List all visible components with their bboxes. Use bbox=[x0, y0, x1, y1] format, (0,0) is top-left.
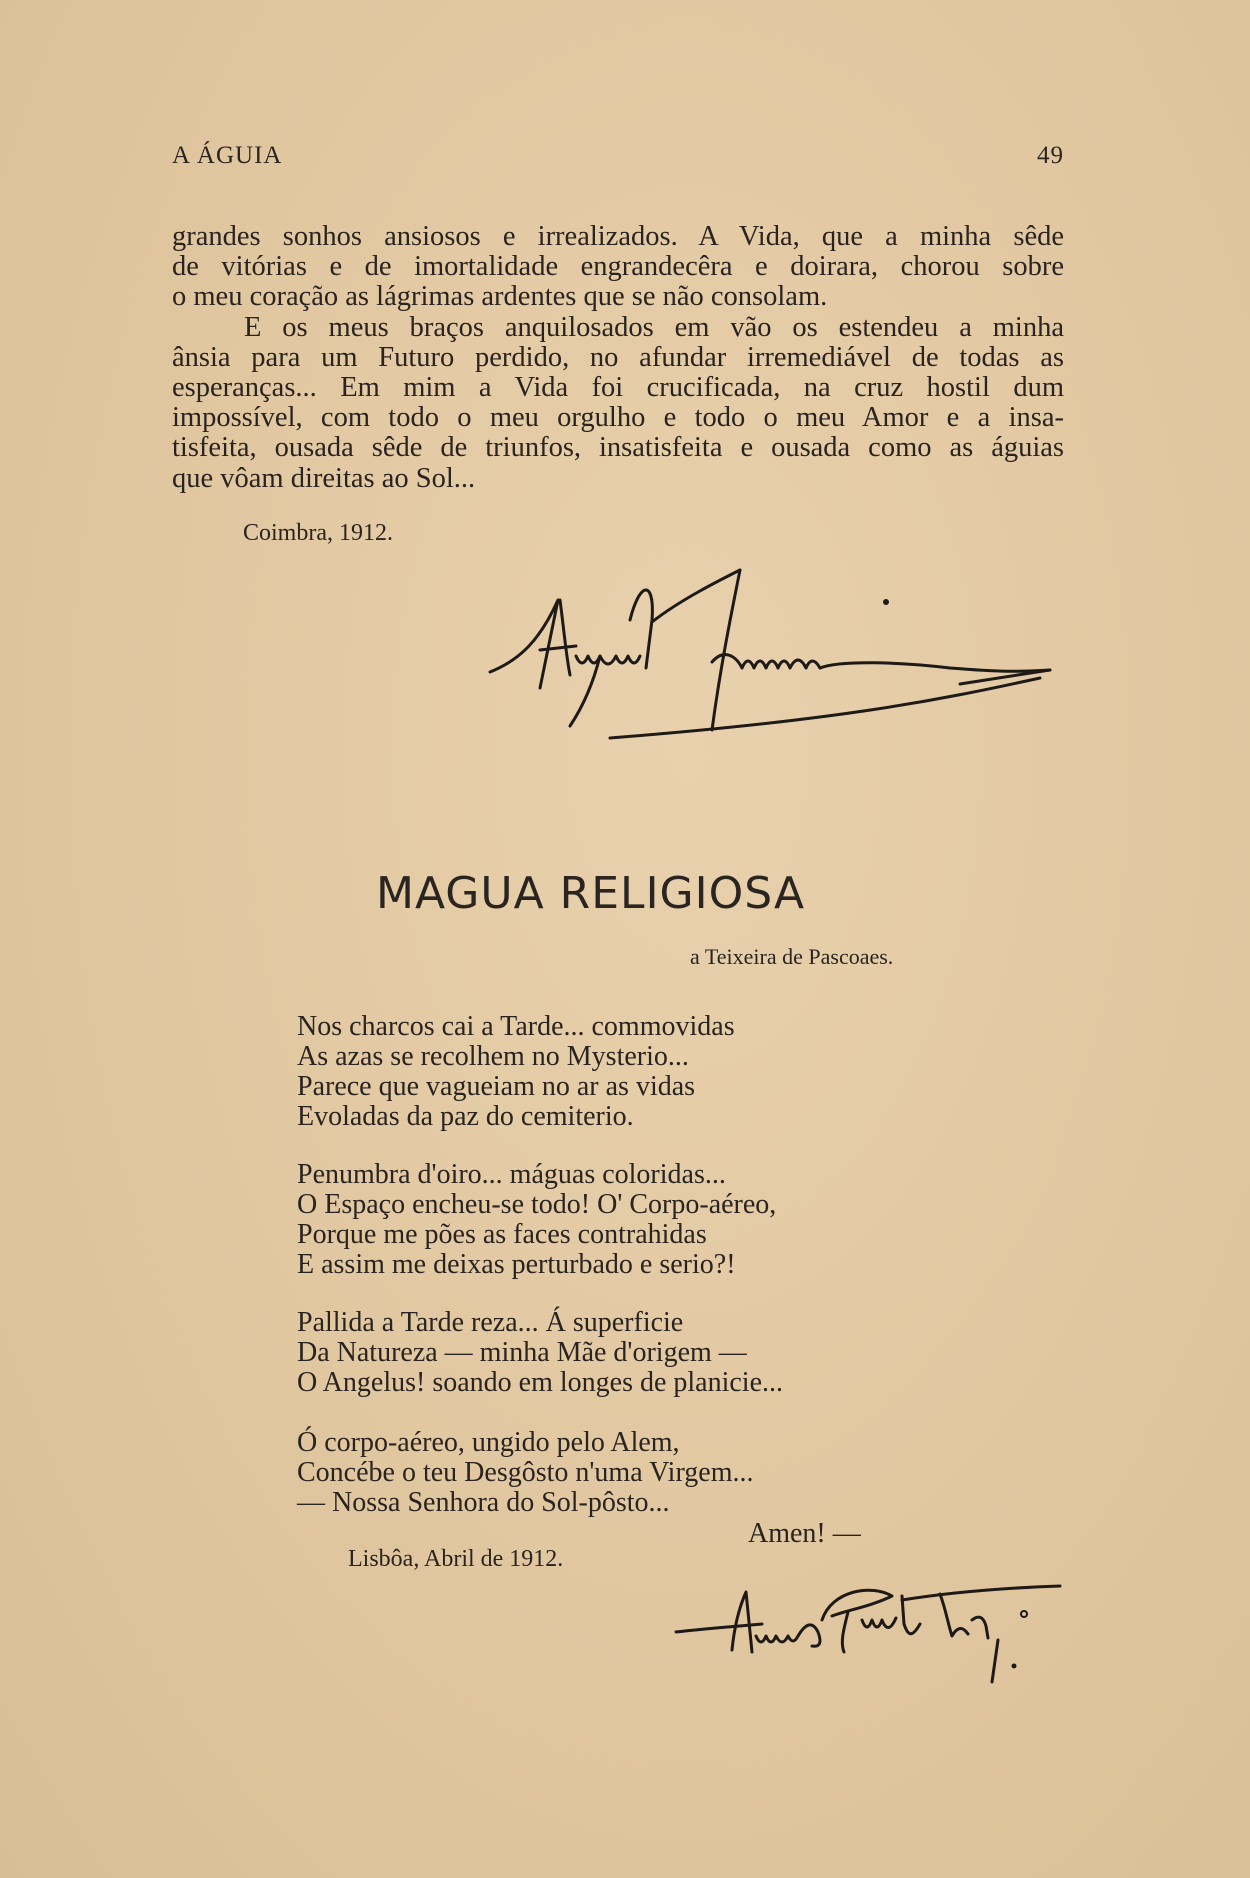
verse-line: O Espaço encheu-se todo! O' Corpo-aéreo, bbox=[297, 1189, 777, 1220]
prose-line: impossível, com todo o meu orgulho e todo o meu Amor e a insa- bbox=[172, 402, 1064, 434]
prose-line: grandes sonhos ansiosos e irrealizados. A Vida, que a minha sêde bbox=[172, 221, 1064, 252]
verse-line: Evoladas da paz do cemiterio. bbox=[297, 1101, 634, 1132]
verse-line: Da Natureza — minha Mãe d'origem — bbox=[297, 1337, 747, 1368]
page-number: 49 bbox=[1037, 142, 1064, 169]
prose-line: que vôam direitas ao Sol... bbox=[172, 462, 476, 494]
prose-line: esperanças... Em mim a Vida foi crucificada, na cruz hostil dum bbox=[172, 372, 1064, 404]
verse-line: O Angelus! soando em longes de planicie... bbox=[297, 1367, 784, 1398]
verse-line: Parece que vagueiam no ar as vidas bbox=[297, 1071, 696, 1102]
stanza-4 bbox=[297, 1428, 753, 1518]
signature-augusto-casimiro bbox=[480, 560, 1060, 750]
poem-closing-amen: Amen! — bbox=[748, 1518, 861, 1549]
prose-line: o meu coração as lágrimas ardentes que se não consolam. bbox=[172, 281, 828, 313]
running-header bbox=[172, 142, 1064, 172]
poem-title: MAGUA RELIGIOSA bbox=[376, 868, 806, 919]
prose-line: ânsia para um Futuro perdido, no afundar irremediável de todas as bbox=[172, 341, 1064, 373]
place-date-lisboa: Lisbôa, Abril de 1912. bbox=[348, 1546, 564, 1572]
verse-line: Nos charcos cai a Tarde... commovidas bbox=[297, 1011, 735, 1042]
verse-line: Pallida a Tarde reza... Á superficie bbox=[297, 1307, 684, 1338]
verse-line: As azas se recolhem no Mysterio... bbox=[297, 1041, 689, 1072]
poem-dedication: a Teixeira de Pascoaes. bbox=[690, 944, 894, 969]
verse-line: E assim me deixas perturbado e serio?! bbox=[297, 1249, 736, 1280]
verse-line: — Nossa Senhora do Sol-pôsto... bbox=[297, 1487, 670, 1518]
stanza-3 bbox=[297, 1308, 783, 1398]
prose-continuation bbox=[172, 222, 1064, 494]
prose-line: tisfeita, ousada sêde de triunfos, insatisfeita e ousada como as águias bbox=[172, 432, 1064, 464]
verse-line: Penumbra d'oiro... máguas coloridas... bbox=[297, 1159, 726, 1190]
prose-line: E os meus braços anquilosados em vão os estendeu a minha bbox=[244, 311, 1064, 343]
verse-line: Concébe o teu Desgôsto n'uma Virgem... bbox=[297, 1457, 754, 1488]
stanza-2 bbox=[297, 1160, 776, 1280]
verse-line: Ó corpo-aéreo, ungido pelo Alem, bbox=[297, 1427, 680, 1458]
signature-augusto-santa-rita bbox=[672, 1580, 1068, 1686]
stanza-1 bbox=[297, 1012, 735, 1132]
verse-line: Porque me pões as faces contrahidas bbox=[297, 1219, 707, 1250]
journal-title: A ÁGUIA bbox=[172, 142, 283, 169]
prose-line: de vitórias e de imortalidade engrandecêra e doirara, chorou sobre bbox=[172, 251, 1064, 283]
place-date-coimbra: Coimbra, 1912. bbox=[243, 520, 393, 546]
